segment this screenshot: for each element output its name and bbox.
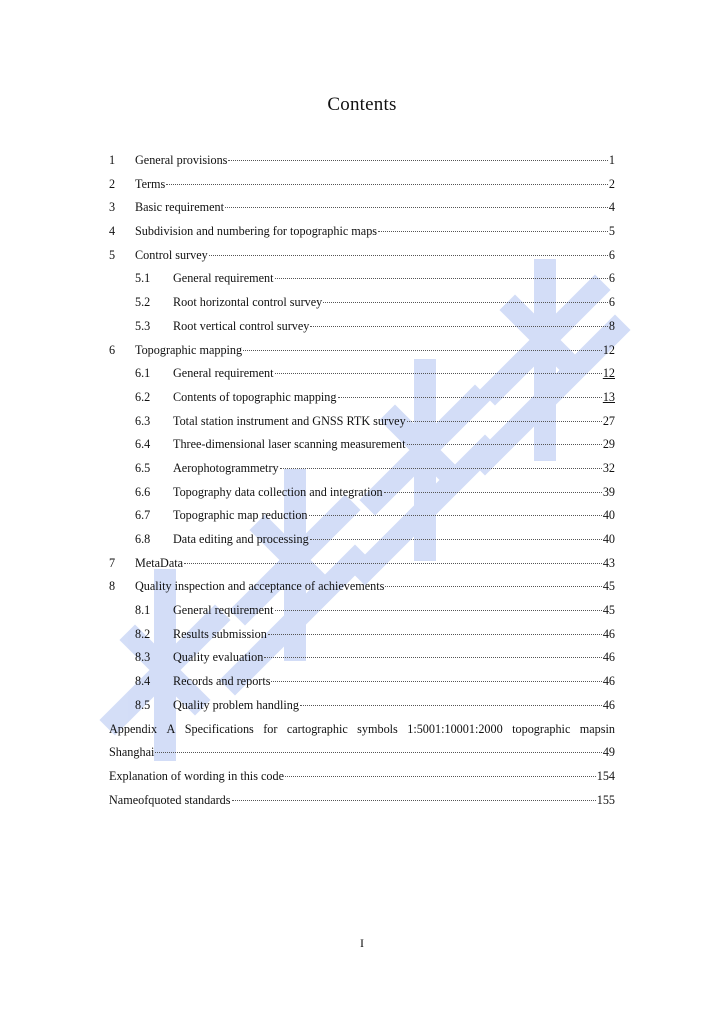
toc-entry-page: 12 <box>602 366 615 381</box>
toc-entry-label: Subdivision and numbering for topographic maps <box>135 224 378 239</box>
toc-entry-label: Explanation of wording in this code <box>109 768 284 783</box>
toc-entry-page: 40 <box>602 532 615 546</box>
toc-entry-page: 39 <box>602 484 615 499</box>
dot-leader <box>232 800 596 801</box>
appendix-title-word: topographic <box>512 721 571 736</box>
toc-entry-page: 13 <box>602 389 615 404</box>
toc-entry-page: 45 <box>602 603 615 618</box>
toc-entry[interactable] <box>109 173 615 197</box>
toc-entry-label: Aerophotogrammetry <box>173 460 279 475</box>
toc-entry-number: 6.3 <box>135 413 151 428</box>
toc-entry-label: Total station instrument and GNSS RTK survey <box>173 413 406 428</box>
toc-entry[interactable] <box>109 646 615 670</box>
toc-entry-label: MetaData <box>135 555 184 570</box>
dot-leader <box>209 255 608 256</box>
toc-entry[interactable] <box>109 244 615 268</box>
dot-leader <box>323 302 608 303</box>
dot-leader <box>155 752 601 753</box>
dot-leader <box>378 231 608 232</box>
toc-entry[interactable] <box>109 694 615 718</box>
toc-entry-number: 5.1 <box>135 271 151 286</box>
toc-entry-number: 2 <box>109 176 116 191</box>
toc-entry-label: General requirement <box>173 603 274 618</box>
toc-entry-number: 6.4 <box>135 437 151 452</box>
appendix-title-word: 1:5001:10001:2000 <box>407 721 503 736</box>
toc-entry-number: 6.8 <box>135 532 151 546</box>
toc-entry-page: 4 <box>608 200 615 215</box>
toc-entry-label: Data editing and processing <box>173 532 309 546</box>
dot-leader <box>225 207 608 208</box>
dot-leader <box>385 586 601 587</box>
dot-leader <box>275 278 608 279</box>
toc-entry-number: 8.5 <box>135 697 151 712</box>
toc-entry-label: Contents of topographic mapping <box>173 389 337 404</box>
toc-entry-number: 6.1 <box>135 366 151 381</box>
toc-entry-appendix[interactable] <box>109 718 615 742</box>
dot-leader <box>280 468 602 469</box>
toc-entry[interactable] <box>109 504 615 528</box>
toc-entry-number: 6.7 <box>135 508 151 523</box>
toc-entry[interactable] <box>109 433 615 457</box>
toc-entry-label: Three-dimensional laser scanning measurement <box>173 437 406 452</box>
toc-entry-page: 154 <box>596 768 615 783</box>
toc-entry[interactable] <box>109 267 615 291</box>
toc-entry-number: 6.6 <box>135 484 151 499</box>
dot-leader <box>310 326 608 327</box>
toc-entry-number: 5.2 <box>135 295 151 310</box>
toc-entry-page: 46 <box>602 650 615 665</box>
toc-entry-page: 27 <box>602 413 615 428</box>
toc-entry[interactable] <box>109 599 615 623</box>
contents-title: Contents <box>327 94 397 115</box>
toc-entry[interactable] <box>109 220 615 244</box>
toc-entry[interactable] <box>109 291 615 315</box>
appendix-title-word: Appendix <box>109 721 158 736</box>
toc-entry-label: Quality problem handling <box>173 697 299 712</box>
toc-entry-label: Shanghai <box>109 745 155 760</box>
appendix-title-word: Specifications <box>184 721 254 736</box>
toc-entry-label: Basic requirement <box>135 200 225 215</box>
toc-entry-page: 29 <box>602 437 615 452</box>
toc-entry-number: 5 <box>109 247 116 262</box>
toc-entry[interactable] <box>109 481 615 505</box>
toc-entry-page: 46 <box>602 674 615 689</box>
toc-entry-number: 8.1 <box>135 603 151 618</box>
dot-leader <box>407 444 602 445</box>
toc-entry[interactable] <box>109 149 615 173</box>
toc-entry-label: Results submission <box>173 626 267 641</box>
toc-entry[interactable] <box>109 386 615 410</box>
dot-leader <box>243 350 602 351</box>
toc-entry-appendix-cont[interactable] <box>109 741 615 765</box>
toc-entry-page: 49 <box>602 745 615 760</box>
toc-entry-label: Root horizontal control survey <box>173 295 323 310</box>
dot-leader <box>228 160 608 161</box>
toc-entry-number: 6 <box>109 342 116 357</box>
appendix-title-word: symbols <box>357 721 398 736</box>
toc-entry-page: 6 <box>608 271 615 286</box>
toc-entry-label: Root vertical control survey <box>173 318 310 333</box>
toc-entry[interactable] <box>109 670 615 694</box>
toc-entry[interactable] <box>109 362 615 386</box>
toc-entry-number: 5.3 <box>135 318 151 333</box>
dot-leader <box>300 705 602 706</box>
toc-entry-label: Quality inspection and acceptance of achievements <box>135 579 385 594</box>
toc-entry-page: 43 <box>602 555 615 570</box>
dot-leader <box>285 776 596 777</box>
toc-entry-number: 4 <box>109 224 116 239</box>
toc-entry-label: Control survey <box>135 247 208 262</box>
toc-entry-page: 6 <box>608 295 615 310</box>
appendix-title-word: A <box>166 721 176 736</box>
dot-leader <box>275 610 602 611</box>
toc-entry[interactable] <box>109 552 615 576</box>
toc-entry-number: 6.2 <box>135 389 151 404</box>
toc-entry-page: 40 <box>602 508 615 523</box>
toc-entry-label: General requirement <box>173 366 274 381</box>
toc-entry-label: Terms <box>135 176 166 191</box>
toc-entry-page: 1 <box>608 153 615 167</box>
toc-entry-number: 3 <box>109 200 116 215</box>
toc-entry-page: 46 <box>602 697 615 712</box>
toc-entry-page: 12 <box>602 342 615 357</box>
dot-leader <box>407 421 602 422</box>
dot-leader <box>384 492 602 493</box>
toc-entry-page: 155 <box>596 792 615 807</box>
dot-leader <box>275 373 602 374</box>
dot-leader <box>166 184 608 185</box>
toc-entry-page: 8 <box>608 318 615 333</box>
toc-entry[interactable] <box>109 765 615 789</box>
dot-leader <box>338 397 602 398</box>
toc-entry[interactable] <box>109 196 615 220</box>
toc-entry-label: Topography data collection and integration <box>173 484 383 499</box>
appendix-title-word: cartographic <box>286 721 348 736</box>
toc-entry-number: 7 <box>109 555 116 570</box>
toc-entry-page: 46 <box>602 626 615 641</box>
toc-entry-page: 32 <box>602 460 615 475</box>
toc-entry-page: 6 <box>608 247 615 262</box>
toc-entry-page: 5 <box>608 224 615 239</box>
toc-entry[interactable] <box>109 528 615 552</box>
page-number: I <box>360 936 364 950</box>
toc-entry-page: 45 <box>602 579 615 594</box>
toc-entry-label: Quality evaluation <box>173 650 264 665</box>
toc-entry[interactable] <box>109 623 615 647</box>
dot-leader <box>184 563 602 564</box>
toc-entry-number: 8 <box>109 579 116 594</box>
table-of-contents <box>109 149 615 812</box>
toc-entry-label: Topographic mapping <box>135 342 243 357</box>
appendix-title-word: for <box>263 721 278 736</box>
dot-leader <box>271 681 601 682</box>
toc-entry[interactable] <box>109 410 615 434</box>
appendix-title-word: mapsin <box>579 721 615 736</box>
toc-entry-label: Nameofquoted standards <box>109 792 231 807</box>
toc-entry-number: 1 <box>109 153 116 167</box>
toc-entry[interactable] <box>109 457 615 481</box>
toc-entry-number: 8.4 <box>135 674 151 689</box>
toc-entry-page: 2 <box>608 176 615 191</box>
toc-entry[interactable] <box>109 339 615 363</box>
toc-entry-number: 8.2 <box>135 626 151 641</box>
toc-entry-label: Topographic map reduction <box>173 508 308 523</box>
toc-entry[interactable] <box>109 789 615 813</box>
toc-entry[interactable] <box>109 315 615 339</box>
toc-entry-label: Records and reports <box>173 674 271 689</box>
dot-leader <box>268 634 602 635</box>
toc-entry[interactable] <box>109 575 615 599</box>
toc-entry-number: 6.5 <box>135 460 151 475</box>
dot-leader <box>309 515 602 516</box>
toc-entry-label: General requirement <box>173 271 274 286</box>
dot-leader <box>264 657 601 658</box>
toc-entry-label: General provisions <box>135 153 228 167</box>
dot-leader <box>310 539 602 540</box>
toc-entry-number: 8.3 <box>135 650 151 665</box>
